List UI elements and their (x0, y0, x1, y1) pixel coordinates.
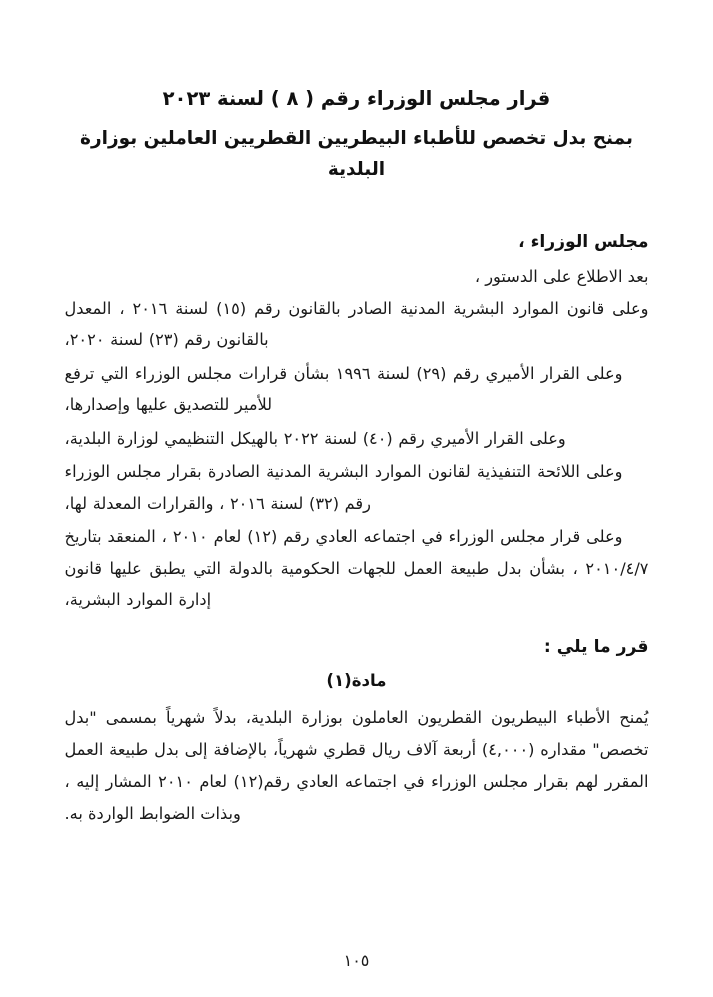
document-body (65, 185, 649, 830)
page-title: قرار مجلس الوزراء رقم ( ٨ ) لسنة ٢٠٢٣ (162, 87, 551, 110)
preamble-clause-4: وعلى اللائحة التنفيذية لقانون الموارد البشرية المدنية الصادرة بقرار مجلس الوزراء رقم (٣٢) لسنة ٢٠١٦ ، والقرارات المعدلة لها، (64, 462, 623, 513)
preamble-clause-5: وعلى قرار مجلس الوزراء في اجتماعه العادي رقم (١٢) لعام ٢٠١٠ ، المنعقد بتاريخ ٢٠١٠/٤/٧ ، بشأن بدل طبيعة العمل للجهات الحكومية بالدولة التي يطبق عليها قانون إدارة الموارد البشرية، (64, 527, 649, 609)
page-subtitle: بمنح بدل تخصص للأطباء البيطريين القطريين العاملين بوزارة البلدية (80, 128, 633, 180)
document-title-block (0, 0, 713, 185)
preamble-clause-3: وعلى القرار الأميري رقم (٤٠) لسنة ٢٠٢٢ بالهيكل التنظيمي لوزارة البلدية، (64, 428, 566, 448)
decision-lead: قرر ما يلي : (543, 636, 649, 657)
preamble-clause-1: وعلى قانون الموارد البشرية المدنية الصادر بالقانون رقم (١٥) لسنة ٢٠١٦ ، المعدل بالقانون رقم (٢٣) لسنة ٢٠٢٠، (64, 298, 649, 349)
preamble-addressee: مجلس الوزراء ، (518, 232, 649, 252)
preamble-clause-0: بعد الاطلاع على الدستور ، (474, 267, 649, 286)
article-text: يُمنح الأطباء البيطريون القطريون العاملون بوزارة البلدية، بدلاً شهرياً بمسمى "بدل تخصص" مقداره (٤,٠٠٠) أربعة آلاف ريال قطري شهرياً، بالإضافة إلى بدل طبيعة العمل المقرر لهم بقرار مجلس الوزراء في اجتماعه العادي رقم(١٢) لعام ٢٠١٠ المشار إليه ، وبذات الضوابط الواردة به. (64, 707, 649, 823)
page-number: ١٠٥ (343, 951, 370, 970)
preamble-clause-2: وعلى القرار الأميري رقم (٢٩) لسنة ١٩٩٦ بشأن قرارات مجلس الوزراء التي ترفع للأمير للتصديق عليها وإصدارها، (64, 363, 623, 414)
article-heading: مادة(١) (326, 670, 387, 690)
